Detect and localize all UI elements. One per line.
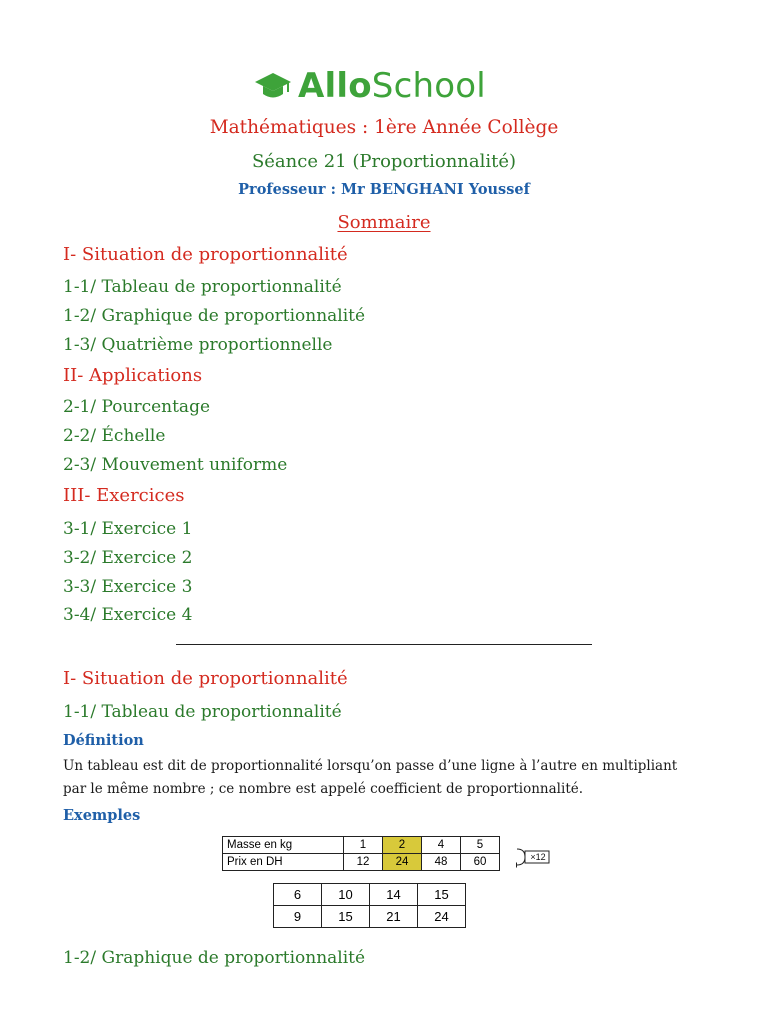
table-cell-highlighted: 24 [383,854,422,871]
definition-line-1: Un tableau est dit de proportionnalité lorsqu’on passe d’une ligne à l’autre en multipliant [63,758,678,774]
summary-section-3: III- Exercices [63,485,185,506]
summary-item-3-2: 3-2/ Exercice 2 [63,548,193,568]
table-row [223,854,500,871]
definition-text [63,755,713,801]
section-heading-1: I- Situation de proportionnalité [63,668,348,689]
table-cell: 48 [422,854,461,871]
table-cell: 10 [322,884,370,906]
subsection-heading-1-1: 1-1/ Tableau de proportionnalité [63,702,342,722]
row-label-mass: Masse en kg [223,837,344,854]
section-divider [176,644,592,645]
table-row [223,837,500,854]
lesson-subtitle: Séance 21 (Proportionnalité) [251,151,517,172]
definition-line-2: par le même nombre ; ce nombre est appelé coefficient de proportionnalité. [63,781,584,797]
table-cell: 12 [344,854,383,871]
summary-item-2-1: 2-1/ Pourcentage [63,397,211,417]
proportionality-table-example-2 [273,883,466,928]
table-cell: 4 [422,837,461,854]
logo-wordmark: AlloSchool [298,66,486,106]
table-cell: 14 [370,884,418,906]
table-cell: 15 [418,884,466,906]
subsection-heading-1-2: 1-2/ Graphique de proportionnalité [63,948,366,968]
table-cell: 6 [274,884,322,906]
alloschool-logo [254,64,486,108]
summary-item-3-1: 3-1/ Exercice 1 [63,519,193,539]
table-row [274,906,466,928]
table-cell: 1 [344,837,383,854]
proportionality-table-mass-price [222,836,500,871]
summary-heading: Sommaire [337,212,431,233]
summary-item-2-2: 2-2/ Échelle [63,426,166,446]
summary-item-3-4: 3-4/ Exercice 4 [63,605,193,625]
table-cell-highlighted: 2 [383,837,422,854]
multiplier-label: ×12 [530,852,546,862]
table-cell: 15 [322,906,370,928]
definition-title: Définition [63,732,144,749]
graduation-cap-icon [254,71,292,101]
table-cell: 5 [461,837,500,854]
summary-section-2: II- Applications [63,365,203,386]
multiplier-arrow [516,846,552,866]
examples-title: Exemples [63,807,141,824]
professor-name: Professeur : Mr BENGHANI Youssef [238,181,530,198]
summary-section-1: I- Situation de proportionnalité [63,244,348,265]
table-cell: 21 [370,906,418,928]
table-cell: 60 [461,854,500,871]
summary-item-1-2: 1-2/ Graphique de proportionnalité [63,306,366,326]
table-cell: 9 [274,906,322,928]
summary-item-3-3: 3-3/ Exercice 3 [63,577,193,597]
row-label-price: Prix en DH [223,854,344,871]
summary-item-1-3: 1-3/ Quatrième proportionnelle [63,335,333,355]
summary-item-1-1: 1-1/ Tableau de proportionnalité [63,277,342,297]
table-row [274,884,466,906]
table-cell: 24 [418,906,466,928]
summary-item-2-3: 2-3/ Mouvement uniforme [63,455,288,475]
page-title: Mathématiques : 1ère Année Collège [209,117,559,138]
